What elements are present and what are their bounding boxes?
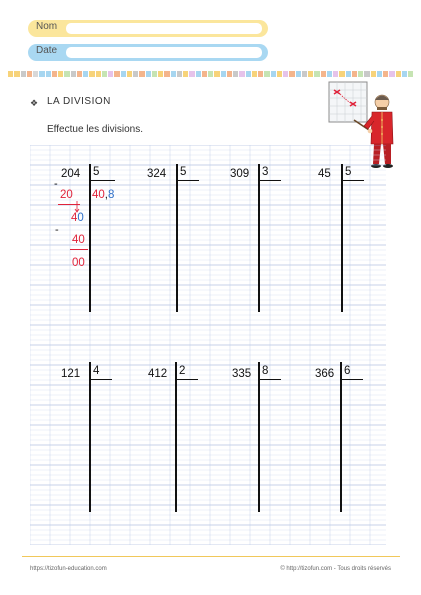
color-strip (8, 71, 413, 77)
row2-dividend-2: 412 (148, 368, 168, 380)
row2-divisor-3: 8 (262, 365, 269, 377)
color-strip-segment (102, 71, 107, 77)
color-strip-segment (408, 71, 413, 77)
row2-dividend-3: 335 (232, 368, 252, 380)
footer-website-link[interactable]: https://tizofun-education.com (30, 566, 107, 572)
color-strip-segment (121, 71, 126, 77)
color-strip-segment (371, 71, 376, 77)
row2-dividend-4: 366 (315, 368, 335, 380)
color-strip-segment (27, 71, 32, 77)
color-strip-segment (202, 71, 207, 77)
row1-dividend-1: 324 (147, 168, 167, 180)
color-strip-segment (377, 71, 382, 77)
color-strip-segment (189, 71, 194, 77)
example-step2: 40 (72, 234, 85, 246)
color-strip-segment (146, 71, 151, 77)
example-remainder2: 00 (72, 257, 85, 269)
color-strip-segment (402, 71, 407, 77)
color-strip-segment (221, 71, 226, 77)
example-remainder1: 40 (71, 212, 84, 224)
color-strip-segment (333, 71, 338, 77)
example-quotient: 40,8 (92, 189, 115, 201)
footer-divider (22, 556, 400, 557)
name-field[interactable] (28, 20, 268, 37)
color-strip-segment (289, 71, 294, 77)
row2-horizontal-bar-4 (341, 379, 363, 380)
color-strip-segment (177, 71, 182, 77)
color-strip-segment (8, 71, 13, 77)
color-strip-segment (71, 71, 76, 77)
example-divisor: 5 (93, 166, 100, 178)
row1-dividend-3: 45 (318, 168, 331, 180)
color-strip-segment (227, 71, 232, 77)
color-strip-segment (139, 71, 144, 77)
color-strip-segment (239, 71, 244, 77)
color-strip-segment (133, 71, 138, 77)
color-strip-segment (39, 71, 44, 77)
color-strip-segment (339, 71, 344, 77)
color-strip-segment (46, 71, 51, 77)
color-strip-segment (89, 71, 94, 77)
row1-horizontal-bar-2 (259, 180, 281, 181)
row2-vertical-bar-3 (258, 362, 260, 512)
example-minus-2: - (55, 224, 59, 236)
example-vertical-bar (89, 164, 91, 312)
color-strip-segment (208, 71, 213, 77)
color-strip-segment (314, 71, 319, 77)
date-field[interactable] (28, 44, 268, 61)
row1-vertical-bar-2 (258, 164, 260, 312)
example-horizontal-bar (90, 180, 115, 181)
color-strip-segment (58, 71, 63, 77)
row1-horizontal-bar-1 (177, 180, 199, 181)
color-strip-segment (108, 71, 113, 77)
color-strip-segment (308, 71, 313, 77)
color-strip-segment (171, 71, 176, 77)
row2-horizontal-bar-3 (259, 379, 281, 380)
row2-dividend-1: 121 (61, 368, 81, 380)
name-input-box[interactable] (66, 23, 262, 34)
color-strip-segment (83, 71, 88, 77)
color-strip-segment (33, 71, 38, 77)
name-label: Nom (36, 21, 58, 32)
row2-horizontal-bar-1 (90, 379, 112, 380)
color-strip-segment (96, 71, 101, 77)
row2-vertical-bar-2 (175, 362, 177, 512)
row1-divisor-3: 5 (345, 166, 352, 178)
color-strip-segment (389, 71, 394, 77)
color-strip-segment (164, 71, 169, 77)
color-strip-segment (52, 71, 57, 77)
color-strip-segment (327, 71, 332, 77)
row2-divisor-4: 6 (344, 365, 351, 377)
color-strip-segment (283, 71, 288, 77)
color-strip-segment (264, 71, 269, 77)
date-label: Date (36, 45, 58, 56)
color-strip-segment (214, 71, 219, 77)
row2-divisor-1: 4 (93, 365, 100, 377)
example-step1: 20 (60, 189, 73, 201)
row1-dividend-2: 309 (230, 168, 250, 180)
color-strip-segment (258, 71, 263, 77)
color-strip-segment (64, 71, 69, 77)
color-strip-segment (21, 71, 26, 77)
color-strip-segment (271, 71, 276, 77)
section-title: LA DIVISION (47, 96, 111, 107)
date-input-box[interactable] (66, 47, 262, 58)
color-strip-segment (158, 71, 163, 77)
color-strip-segment (396, 71, 401, 77)
color-strip-segment (296, 71, 301, 77)
color-strip-segment (302, 71, 307, 77)
color-strip-segment (114, 71, 119, 77)
color-strip-segment (346, 71, 351, 77)
lined-paper-grid (30, 145, 386, 545)
row1-divisor-1: 5 (180, 166, 187, 178)
color-strip-segment (277, 71, 282, 77)
example-minus-1: - (54, 178, 58, 190)
color-strip-segment (358, 71, 363, 77)
example-dividend: 204 (61, 168, 81, 180)
row2-divisor-2: 2 (179, 365, 186, 377)
color-strip-segment (196, 71, 201, 77)
row2-vertical-bar-4 (340, 362, 342, 512)
color-strip-segment (252, 71, 257, 77)
color-strip-segment (14, 71, 19, 77)
color-strip-segment (383, 71, 388, 77)
color-strip-segment (364, 71, 369, 77)
color-strip-segment (127, 71, 132, 77)
color-strip-segment (183, 71, 188, 77)
color-strip-segment (246, 71, 251, 77)
example-step2-underline (70, 249, 88, 250)
row1-vertical-bar-3 (341, 164, 343, 312)
row2-horizontal-bar-2 (176, 379, 198, 380)
color-strip-segment (321, 71, 326, 77)
color-strip-segment (233, 71, 238, 77)
bullet-icon: ❖ (30, 98, 39, 108)
color-strip-segment (77, 71, 82, 77)
instruction-text: Effectue les divisions. (47, 124, 143, 135)
row2-vertical-bar-1 (89, 362, 91, 512)
color-strip-segment (352, 71, 357, 77)
color-strip-segment (152, 71, 157, 77)
footer-copyright: © http://tizofun.com - Tous droits réservés (280, 566, 391, 572)
row1-horizontal-bar-3 (342, 180, 364, 181)
row1-divisor-2: 3 (262, 166, 269, 178)
row1-vertical-bar-1 (176, 164, 178, 312)
